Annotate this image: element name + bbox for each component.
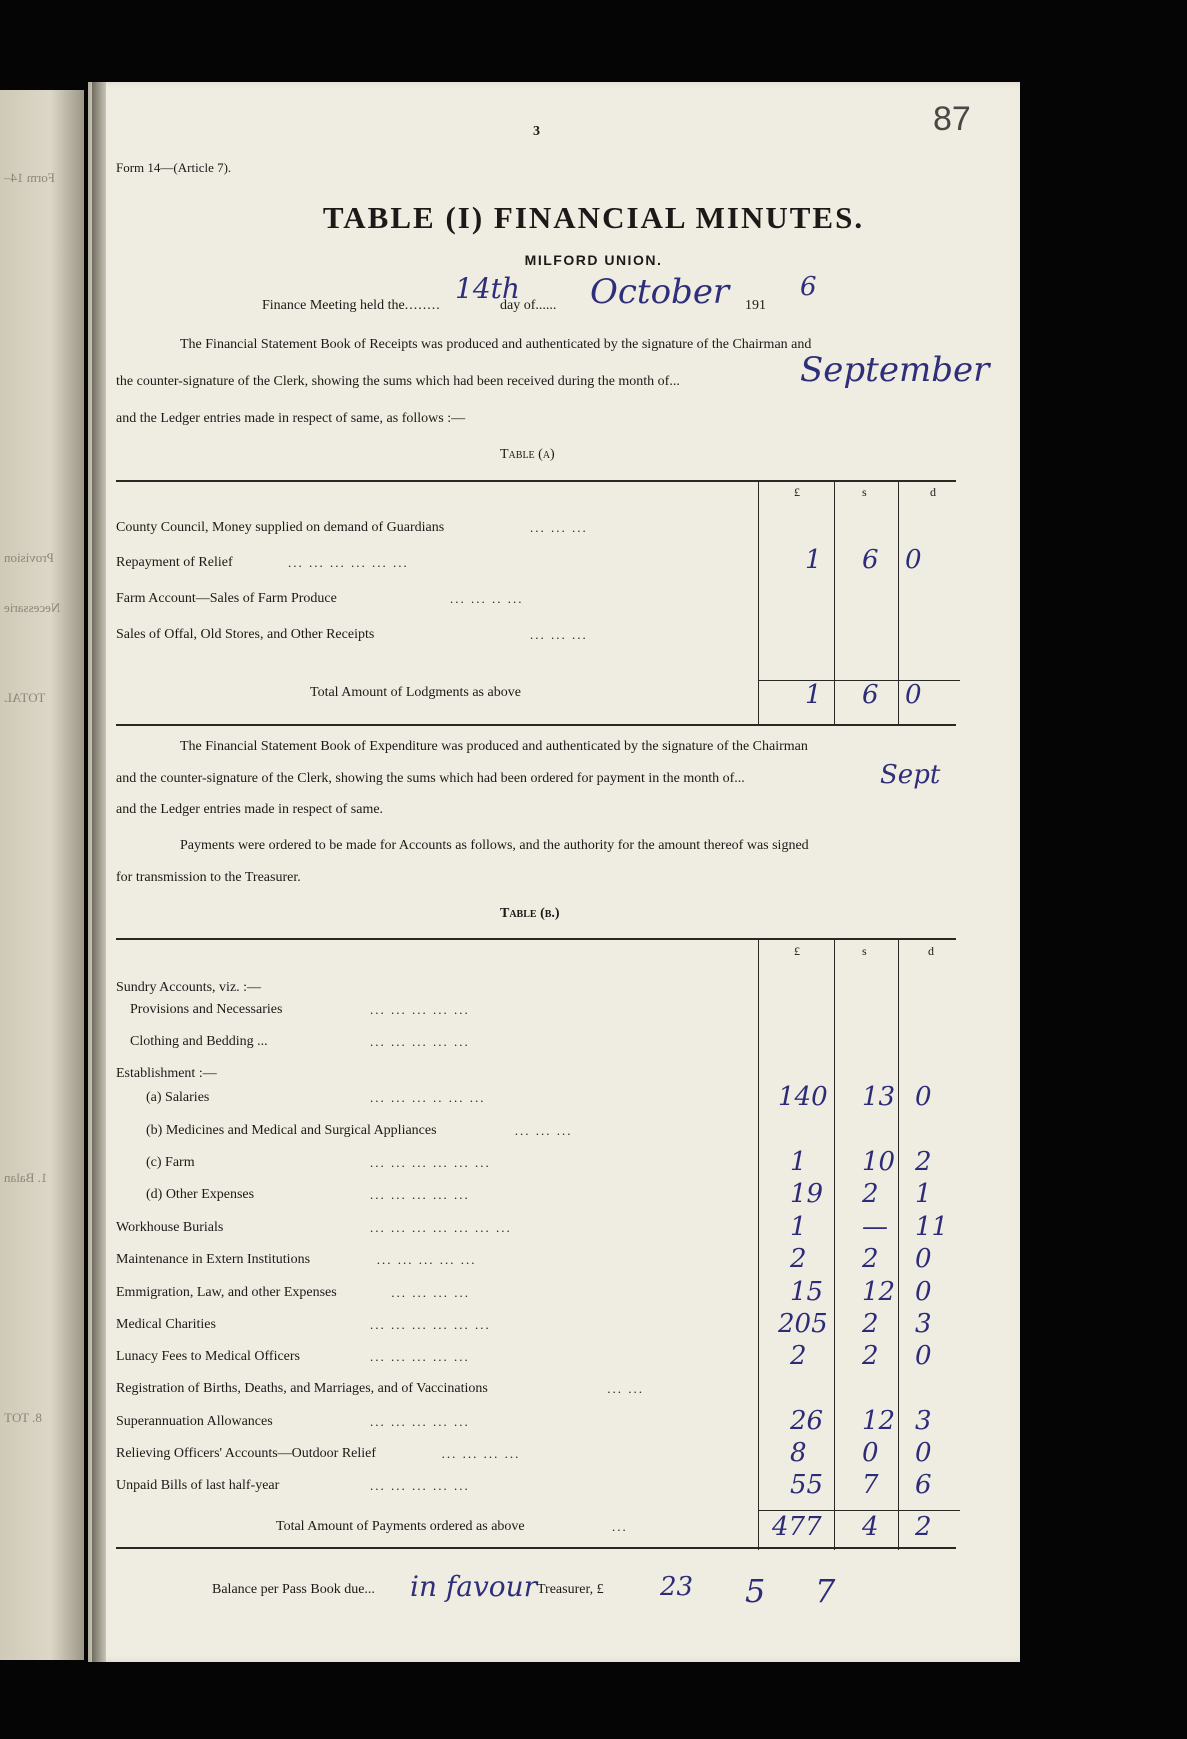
row-pence: 6 <box>915 1470 932 1500</box>
row-pounds: 19 <box>790 1179 824 1209</box>
meeting-day: 14th <box>455 272 520 305</box>
row-pence: 1 <box>915 1179 932 1209</box>
payments-line-1: Payments were ordered to be made for Accounts as follows, and the authority for the amount thereof was signed <box>180 838 809 853</box>
table-a-header-pounds: £ <box>794 485 800 499</box>
book-spine <box>92 82 106 1662</box>
row-leader: ... ... ... ... ... <box>370 1187 470 1202</box>
meeting-year-prefix: 191 <box>745 298 766 313</box>
row-shillings: — <box>862 1212 888 1242</box>
row-pounds: 1 <box>790 1212 807 1242</box>
meeting-year-suffix: 6 <box>800 272 817 302</box>
row-leader: ... ... ... <box>514 1123 573 1138</box>
balance-pence: 7 <box>815 1572 836 1610</box>
table-b-header-shillings: s <box>862 944 867 958</box>
row-pounds: 8 <box>790 1438 807 1468</box>
table-b-header-pounds: £ <box>794 944 800 958</box>
table-a-bottom-rule <box>116 724 956 726</box>
balance-prefix: Balance per Pass Book due... <box>212 1582 375 1597</box>
table-a-top-rule <box>116 480 956 482</box>
table-b-col-divider-2 <box>834 938 835 1550</box>
row-leader: ... ... ... ... ... ... <box>370 1155 491 1170</box>
row-pounds: 1 <box>805 545 822 575</box>
table-a-total-rule <box>758 680 960 681</box>
row-label: Maintenance in Extern Institutions <box>116 1252 311 1267</box>
table-b-total-leader: ... <box>612 1519 628 1534</box>
payments-line-2: for transmission to the Treasurer. <box>116 870 301 885</box>
table-a-total-pounds: 1 <box>805 680 822 710</box>
expenditure-month: Sept <box>880 760 941 790</box>
meeting-month: October <box>590 272 730 312</box>
row-pence: 2 <box>915 1147 932 1177</box>
row-label: Clothing and Bedding ... <box>130 1034 268 1049</box>
row-label: Sundry Accounts, viz. :— <box>116 980 262 995</box>
row-pounds: 55 <box>790 1470 824 1500</box>
table-b-top-rule <box>116 938 956 940</box>
table-a-header-shillings: s <box>862 485 867 499</box>
row-leader: ... ... ... ... ... <box>376 1252 477 1267</box>
row-shillings: 2 <box>862 1179 879 1209</box>
row-label: County Council, Money supplied on demand of Guardians <box>116 520 445 535</box>
sheet-mark: 3 <box>533 124 540 139</box>
row-leader: ... ... <box>607 1381 644 1396</box>
row-label: Superannuation Allowances <box>116 1414 273 1429</box>
row-pence: 0 <box>915 1244 932 1274</box>
table-b-total-rule <box>758 1510 960 1511</box>
row-leader: ... ... ... ... ... ... ... <box>370 1220 512 1235</box>
balance-handwritten-note: in favour <box>410 1570 538 1603</box>
row-shillings: 10 <box>862 1147 896 1177</box>
table-a-caption: Table (a) <box>500 447 555 462</box>
row-pence: 0 <box>905 545 922 575</box>
row-leader: ... ... ... ... <box>391 1285 470 1300</box>
table-a-col-divider-3 <box>898 480 899 726</box>
union-name: MILFORD UNION. <box>524 252 663 268</box>
table-a-total-shillings: 6 <box>862 680 879 710</box>
row-leader: ... ... ... ... ... ... <box>288 555 409 570</box>
receipts-line-1: The Financial Statement Book of Receipts was produced and authenticated by the signature of the Chairman and <box>180 337 812 352</box>
row-pence: 3 <box>915 1309 932 1339</box>
row-leader: ... ... ... ... ... <box>370 1002 470 1017</box>
row-shillings: 6 <box>862 545 879 575</box>
table-b-total-pence: 2 <box>915 1512 932 1542</box>
row-label: Workhouse Burials <box>116 1220 224 1235</box>
table-b-header-pence: d <box>928 944 934 958</box>
row-leader: ... ... ... ... <box>441 1446 521 1461</box>
row-shillings: 0 <box>862 1438 879 1468</box>
row-shillings: 2 <box>862 1309 879 1339</box>
table-b-bottom-rule <box>116 1547 956 1549</box>
row-pence: 0 <box>915 1277 932 1307</box>
row-pence: 11 <box>915 1212 949 1242</box>
table-b-total-shillings: 4 <box>862 1512 879 1542</box>
row-shillings: 12 <box>862 1277 896 1307</box>
table-b-caption: Table (b.) <box>500 906 560 921</box>
balance-shillings: 5 <box>745 1572 766 1610</box>
row-leader: ... ... ... ... ... <box>370 1414 470 1429</box>
row-label: Relieving Officers' Accounts—Outdoor Relief <box>116 1446 377 1461</box>
row-label: Provisions and Necessaries <box>130 1002 283 1017</box>
row-label: (a) Salaries <box>146 1090 210 1105</box>
row-pounds: 15 <box>790 1277 824 1307</box>
row-leader: ... ... ... ... ... <box>370 1478 470 1493</box>
meeting-mid: day of...... <box>500 298 557 313</box>
balance-pounds: 23 <box>660 1572 694 1602</box>
row-label: Unpaid Bills of last half-year <box>116 1478 280 1493</box>
row-shillings: 2 <box>862 1341 879 1371</box>
row-label: Repayment of Relief <box>116 555 233 570</box>
row-leader: ... ... ... ... ... ... <box>370 1317 491 1332</box>
facing-page-edge: Form 14– Provision Necessarie TOTAL 1. Balan 8. TOT <box>0 90 84 1660</box>
row-label: Farm Account—Sales of Farm Produce <box>116 591 337 606</box>
row-pounds: 1 <box>790 1147 807 1177</box>
table-a-total-pence: 0 <box>905 680 922 710</box>
row-pence: 0 <box>915 1341 932 1371</box>
row-label: (c) Farm <box>146 1155 195 1170</box>
row-leader: ... ... ... ... ... <box>370 1034 470 1049</box>
balance-mid: Treasurer, £ <box>537 1582 604 1597</box>
page-number: 87 <box>933 100 971 138</box>
expenditure-line-3: and the Ledger entries made in respect of same. <box>116 802 384 817</box>
expenditure-line-2: and the counter-signature of the Clerk, showing the sums which had been ordered for payment in the month of... <box>116 771 745 786</box>
row-shillings: 12 <box>862 1406 896 1436</box>
form-reference: Form 14—(Article 7). <box>116 160 232 175</box>
row-shillings: 13 <box>862 1082 896 1112</box>
row-pounds: 140 <box>778 1082 828 1112</box>
table-b-col-divider-1 <box>758 938 759 1550</box>
row-pounds: 205 <box>778 1309 828 1339</box>
row-leader: ... ... ... <box>530 627 588 642</box>
receipts-line-3: and the Ledger entries made in respect of same, as follows :— <box>116 411 466 426</box>
row-label: (d) Other Expenses <box>146 1187 255 1202</box>
row-label: (b) Medicines and Medical and Surgical Appliances <box>146 1123 437 1138</box>
table-b-total-pounds: 477 <box>772 1512 822 1542</box>
row-pence: 3 <box>915 1406 932 1436</box>
row-pounds: 2 <box>790 1244 807 1274</box>
row-leader: ... ... ... <box>530 520 588 535</box>
table-a-col-divider-1 <box>758 480 759 726</box>
meeting-prefix: Finance Meeting held the <box>262 298 405 313</box>
row-pence: 0 <box>915 1438 932 1468</box>
row-label: Establishment :— <box>116 1066 217 1081</box>
table-a-header-pence: d <box>930 485 936 499</box>
table-a-total-label: Total Amount of Lodgments as above <box>310 685 521 700</box>
table-b-col-divider-3 <box>898 938 899 1550</box>
receipts-line-2: the counter-signature of the Clerk, showing the sums which had been received during the month of... <box>116 374 680 389</box>
row-label: Emmigration, Law, and other Expenses <box>116 1285 337 1300</box>
expenditure-line-1: The Financial Statement Book of Expenditure was produced and authenticated by the signature of the Chairman <box>180 739 808 754</box>
row-shillings: 7 <box>862 1470 879 1500</box>
table-a-col-divider-2 <box>834 480 835 726</box>
row-label: Medical Charities <box>116 1317 216 1332</box>
row-pounds: 26 <box>790 1406 824 1436</box>
row-label: Sales of Offal, Old Stores, and Other Receipts <box>116 627 375 642</box>
row-leader: ... ... ... .. ... ... <box>370 1090 486 1105</box>
row-label: Lunacy Fees to Medical Officers <box>116 1349 301 1364</box>
row-leader: ... ... .. ... <box>450 591 524 606</box>
meeting-line: Finance Meeting held the........ <box>262 298 441 313</box>
row-pence: 0 <box>915 1082 932 1112</box>
row-label: Registration of Births, Deaths, and Marriages, and of Vaccinations <box>116 1381 488 1396</box>
row-leader: ... ... ... ... ... <box>370 1349 470 1364</box>
page-title: TABLE (I) FINANCIAL MINUTES. <box>322 200 865 235</box>
table-b-total-label: Total Amount of Payments ordered as above <box>276 1519 525 1534</box>
receipts-month: September <box>800 350 990 390</box>
row-shillings: 2 <box>862 1244 879 1274</box>
row-pounds: 2 <box>790 1341 807 1371</box>
